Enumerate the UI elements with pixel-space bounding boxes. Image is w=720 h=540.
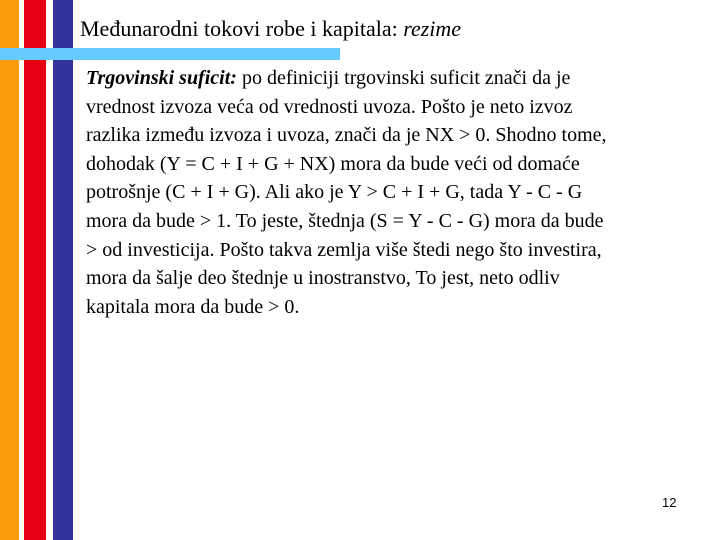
red-stripe (24, 0, 46, 540)
body-line (86, 64, 607, 93)
body-line: > od investicija. Pošto takva zemlja više štedi nego što investira, (86, 238, 602, 261)
body-line: mora da bude > 1. To jeste, štednja (S = Y - C - G) mora da bude (86, 209, 604, 232)
slide-body (86, 64, 607, 321)
slide-title (80, 16, 461, 42)
term-label: Trgovinski suficit: (86, 67, 237, 89)
body-line: razlika između izvoza i uvoza, znači da je NX > 0. Shodno tome, (86, 124, 607, 147)
body-line: vrednost izvoza veća od vrednosti uvoza. Pošto je neto izvoz (86, 95, 573, 118)
title-emphasis: rezime (403, 16, 462, 41)
title-underline-bar (0, 48, 340, 60)
body-line: mora da šalje deo štednje u inostranstvo, To jest, neto odliv (86, 267, 560, 290)
body-line: potrošnje (C + I + G). Ali ako je Y > C + I + G, tada Y - C - G (86, 181, 583, 204)
title-text: Međunarodni tokovi robe i kapitala: (80, 16, 404, 41)
body-line: kapitala mora da bude > 0. (86, 295, 300, 318)
body-text: po definiciji trgovinski suficit znači da je (236, 67, 571, 89)
body-line: dohodak (Y = C + I + G + NX) mora da bude veći od domaće (86, 152, 580, 175)
page-number: 12 (662, 495, 677, 510)
blue-stripe (53, 0, 73, 540)
orange-stripe (0, 0, 19, 540)
